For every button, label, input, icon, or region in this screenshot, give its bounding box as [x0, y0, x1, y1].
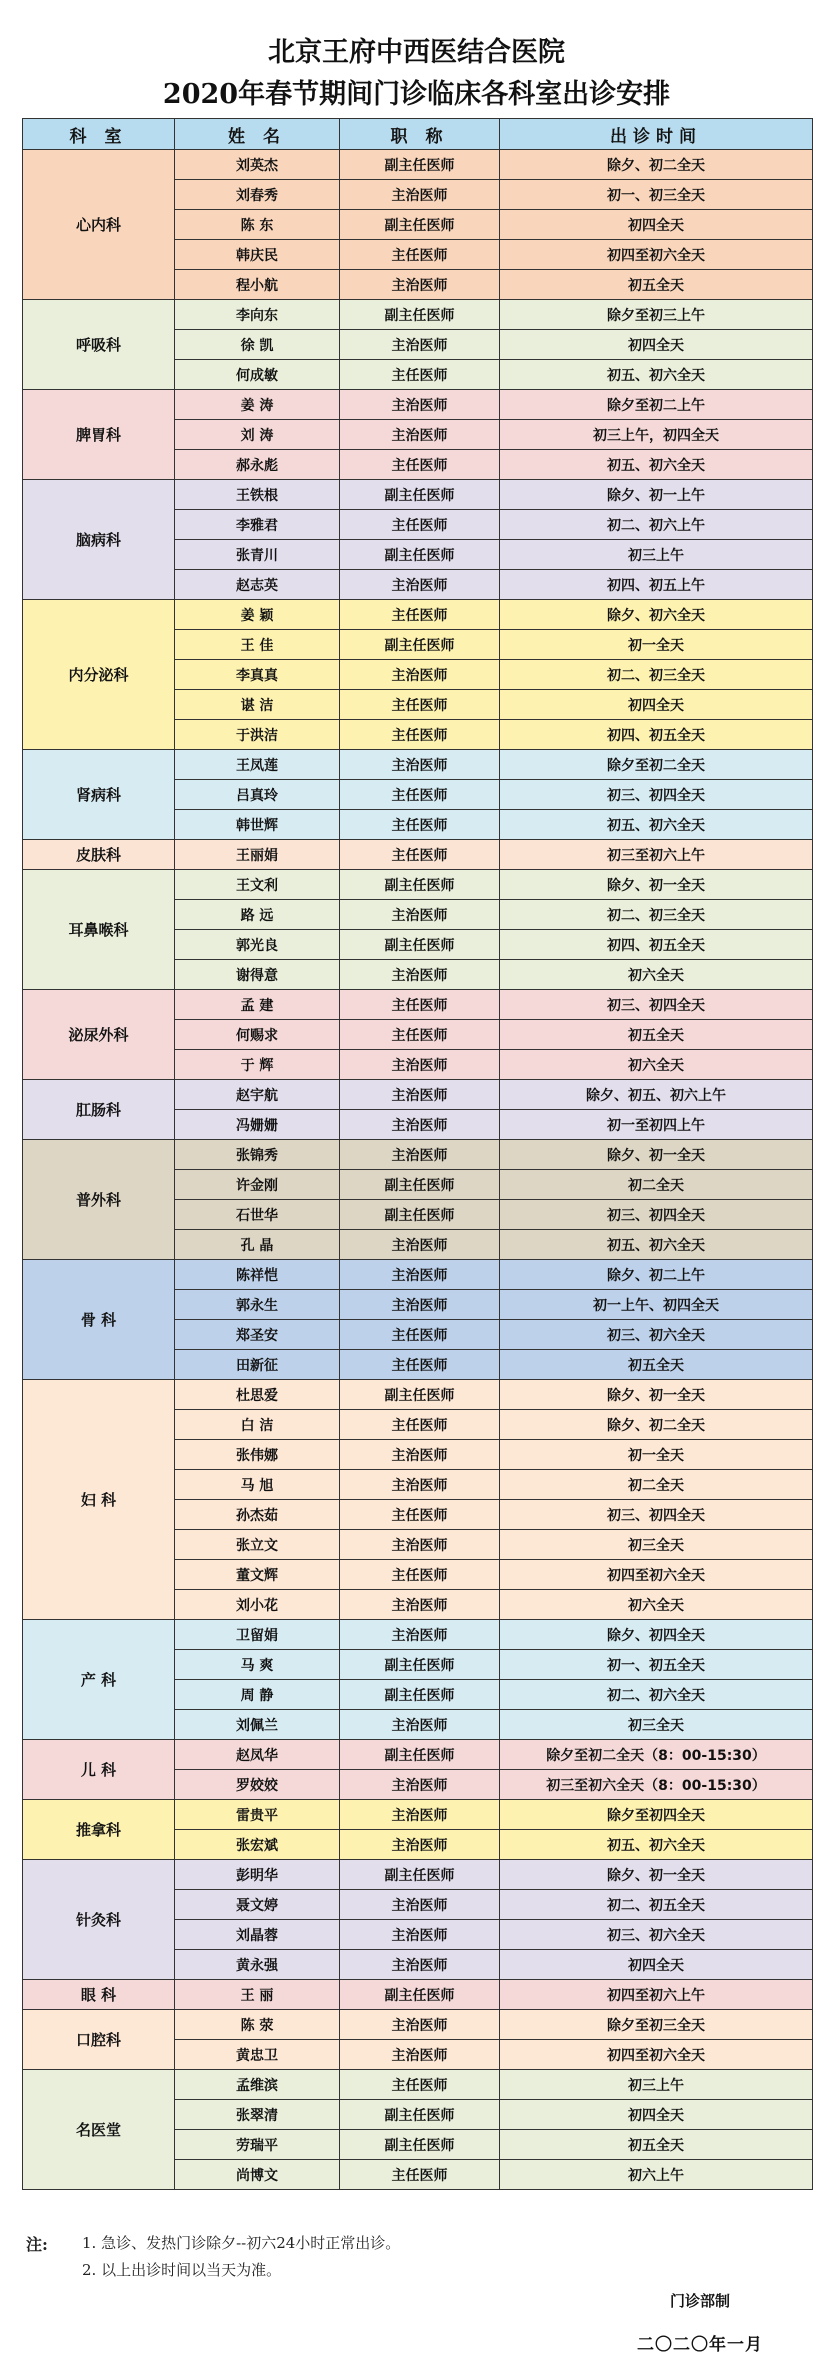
schedule-time-cell: 初三、初六全天 [500, 1920, 813, 1950]
doctor-name-cell: 徐 凯 [175, 330, 340, 360]
schedule-time-cell: 除夕、初一上午 [500, 480, 813, 510]
doctor-name-cell: 马 爽 [175, 1650, 340, 1680]
doctor-name-cell: 白 洁 [175, 1410, 340, 1440]
doctor-name-cell: 许金刚 [175, 1170, 340, 1200]
department-cell: 产 科 [23, 1620, 175, 1740]
schedule-time-cell: 初四至初六全天 [500, 1560, 813, 1590]
schedule-time-cell: 初六全天 [500, 1590, 813, 1620]
schedule-time-cell: 除夕、初二上午 [500, 1260, 813, 1290]
doctor-title-cell: 主治医师 [340, 900, 500, 930]
schedule-time-cell: 初二全天 [500, 1170, 813, 1200]
table-row [23, 1980, 813, 2010]
table-row [23, 2010, 813, 2040]
doctor-title-cell: 主任医师 [340, 240, 500, 270]
doctor-name-cell: 孟维滨 [175, 2070, 340, 2100]
schedule-time-cell: 初五、初六全天 [500, 450, 813, 480]
schedule-time-cell: 除夕至初四全天 [500, 1800, 813, 1830]
schedule-time-cell: 初三至初六全天（8：00-15:30） [500, 1770, 813, 1800]
doctor-name-cell: 郭永生 [175, 1290, 340, 1320]
doctor-name-cell: 谌 洁 [175, 690, 340, 720]
doctor-title-cell: 副主任医师 [340, 1680, 500, 1710]
schedule-time-cell: 初三、初四全天 [500, 1500, 813, 1530]
doctor-title-cell: 副主任医师 [340, 2100, 500, 2130]
doctor-name-cell: 李雅君 [175, 510, 340, 540]
doctor-title-cell: 主治医师 [340, 1530, 500, 1560]
schedule-time-cell: 初四至初六全天 [500, 240, 813, 270]
doctor-title-cell: 主任医师 [340, 780, 500, 810]
department-cell: 心内科 [23, 150, 175, 300]
table-row [23, 150, 813, 180]
doctor-name-cell: 孙杰茹 [175, 1500, 340, 1530]
schedule-time-cell: 初二、初五全天 [500, 1890, 813, 1920]
schedule-time-cell: 初二、初三全天 [500, 660, 813, 690]
note-line-2: 2. 以上出诊时间以当天为准。 [82, 2261, 282, 2279]
doctor-name-cell: 张伟娜 [175, 1440, 340, 1470]
doctor-name-cell: 张青川 [175, 540, 340, 570]
doctor-title-cell: 副主任医师 [340, 1860, 500, 1890]
table-row [23, 300, 813, 330]
schedule-time-cell: 初五、初六全天 [500, 360, 813, 390]
doctor-title-cell: 主治医师 [340, 180, 500, 210]
schedule-time-cell: 初五全天 [500, 1020, 813, 1050]
table-row [23, 1740, 813, 1770]
schedule-time-cell: 初五全天 [500, 1350, 813, 1380]
doctor-title-cell: 副主任医师 [340, 300, 500, 330]
doctor-title-cell: 主治医师 [340, 1290, 500, 1320]
doctor-name-cell: 张立文 [175, 1530, 340, 1560]
doctor-name-cell: 田新征 [175, 1350, 340, 1380]
doctor-title-cell: 主治医师 [340, 420, 500, 450]
doctor-title-cell: 主任医师 [340, 2160, 500, 2190]
doctor-name-cell: 张锦秀 [175, 1140, 340, 1170]
doctor-title-cell: 主任医师 [340, 1410, 500, 1440]
schedule-time-cell: 初四全天 [500, 690, 813, 720]
doctor-name-cell: 赵宇航 [175, 1080, 340, 1110]
schedule-time-cell: 初二、初三全天 [500, 900, 813, 930]
doctor-name-cell: 孟 建 [175, 990, 340, 1020]
doctor-name-cell: 彭明华 [175, 1860, 340, 1890]
doctor-title-cell: 主治医师 [340, 750, 500, 780]
doctor-name-cell: 陈祥恺 [175, 1260, 340, 1290]
doctor-title-cell: 主治医师 [340, 1800, 500, 1830]
schedule-time-cell: 初二、初六全天 [500, 1680, 813, 1710]
department-cell: 肾病科 [23, 750, 175, 840]
doctor-name-cell: 刘佩兰 [175, 1710, 340, 1740]
department-cell: 呼吸科 [23, 300, 175, 390]
doctor-name-cell: 路 远 [175, 900, 340, 930]
schedule-time-cell: 除夕、初一全天 [500, 1380, 813, 1410]
schedule-time-cell: 除夕至初三上午 [500, 300, 813, 330]
schedule-time-cell: 除夕、初四全天 [500, 1620, 813, 1650]
schedule-time-cell: 初四、初五全天 [500, 930, 813, 960]
schedule-time-cell: 初三、初四全天 [500, 990, 813, 1020]
department-cell: 儿 科 [23, 1740, 175, 1800]
table-row [23, 990, 813, 1020]
schedule-time-cell: 除夕、初一全天 [500, 870, 813, 900]
doctor-name-cell: 黄忠卫 [175, 2040, 340, 2070]
schedule-time-cell: 除夕、初六全天 [500, 600, 813, 630]
doctor-name-cell: 冯姗姗 [175, 1110, 340, 1140]
doctor-title-cell: 主治医师 [340, 1260, 500, 1290]
doctor-title-cell: 主治医师 [340, 270, 500, 300]
doctor-title-cell: 主治医师 [340, 1710, 500, 1740]
doctor-name-cell: 杜思爱 [175, 1380, 340, 1410]
doctor-name-cell: 赵志英 [175, 570, 340, 600]
doctor-title-cell: 主治医师 [340, 2010, 500, 2040]
doctor-title-cell: 副主任医师 [340, 210, 500, 240]
schedule-time-cell: 初二全天 [500, 1470, 813, 1500]
doctor-name-cell: 于洪洁 [175, 720, 340, 750]
department-cell: 脑病科 [23, 480, 175, 600]
doctor-title-cell: 主治医师 [340, 1470, 500, 1500]
schedule-time-cell: 除夕、初二全天 [500, 150, 813, 180]
col-header-dept: 科 室 [23, 119, 175, 150]
doctor-name-cell: 郭光良 [175, 930, 340, 960]
doctor-title-cell: 主治医师 [340, 1110, 500, 1140]
doctor-title-cell: 副主任医师 [340, 630, 500, 660]
header-row [23, 119, 813, 150]
schedule-time-cell: 初三全天 [500, 1530, 813, 1560]
schedule-time-cell: 初六上午 [500, 2160, 813, 2190]
department-cell: 名医堂 [23, 2070, 175, 2190]
department-cell: 推拿科 [23, 1800, 175, 1860]
schedule-body [23, 150, 813, 2190]
doctor-name-cell: 何成敏 [175, 360, 340, 390]
department-cell: 骨 科 [23, 1260, 175, 1380]
doctor-name-cell: 罗姣姣 [175, 1770, 340, 1800]
department-cell: 泌尿外科 [23, 990, 175, 1080]
schedule-time-cell: 除夕至初二上午 [500, 390, 813, 420]
doctor-name-cell: 张翠清 [175, 2100, 340, 2130]
schedule-time-cell: 除夕至初二全天 [500, 750, 813, 780]
doctor-title-cell: 主任医师 [340, 1500, 500, 1530]
doctor-name-cell: 于 辉 [175, 1050, 340, 1080]
doctor-title-cell: 副主任医师 [340, 480, 500, 510]
doctor-title-cell: 主治医师 [340, 1230, 500, 1260]
schedule-time-cell: 初一、初三全天 [500, 180, 813, 210]
col-header-time: 出诊时间 [500, 119, 813, 150]
doctor-title-cell: 主治医师 [340, 330, 500, 360]
table-row [23, 390, 813, 420]
doctor-name-cell: 刘 涛 [175, 420, 340, 450]
doctor-title-cell: 主治医师 [340, 1050, 500, 1080]
doctor-title-cell: 副主任医师 [340, 1170, 500, 1200]
doctor-title-cell: 副主任医师 [340, 870, 500, 900]
col-header-title: 职 称 [340, 119, 500, 150]
department-cell: 肛肠科 [23, 1080, 175, 1140]
department-cell: 针灸科 [23, 1860, 175, 1980]
table-row [23, 870, 813, 900]
doctor-title-cell: 副主任医师 [340, 930, 500, 960]
table-row [23, 1800, 813, 1830]
doctor-title-cell: 副主任医师 [340, 1740, 500, 1770]
doctor-name-cell: 卫留娟 [175, 1620, 340, 1650]
doctor-title-cell: 副主任医师 [340, 1980, 500, 2010]
doctor-title-cell: 副主任医师 [340, 2130, 500, 2160]
schedule-time-cell: 初三上午，初四全天 [500, 420, 813, 450]
doctor-name-cell: 尚博文 [175, 2160, 340, 2190]
table-row [23, 1860, 813, 1890]
schedule-time-cell: 初四至初六上午 [500, 1980, 813, 2010]
doctor-title-cell: 主任医师 [340, 1560, 500, 1590]
doctor-name-cell: 郑圣安 [175, 1320, 340, 1350]
doctor-title-cell: 副主任医师 [340, 1650, 500, 1680]
doctor-name-cell: 李真真 [175, 660, 340, 690]
schedule-time-cell: 除夕至初二全天（8：00-15:30） [500, 1740, 813, 1770]
doctor-name-cell: 谢得意 [175, 960, 340, 990]
doctor-title-cell: 主治医师 [340, 2040, 500, 2070]
department-cell: 内分泌科 [23, 600, 175, 750]
department-cell: 口腔科 [23, 2010, 175, 2070]
schedule-time-cell: 初五、初六全天 [500, 1830, 813, 1860]
doctor-title-cell: 主治医师 [340, 570, 500, 600]
doctor-name-cell: 王凤莲 [175, 750, 340, 780]
doctor-title-cell: 主任医师 [340, 690, 500, 720]
signature-dept: 门诊部制 [669, 2292, 730, 2310]
doctor-title-cell: 主任医师 [340, 720, 500, 750]
doctor-title-cell: 主任医师 [340, 600, 500, 630]
doctor-title-cell: 副主任医师 [340, 150, 500, 180]
table-row [23, 1140, 813, 1170]
doctor-name-cell: 王铁根 [175, 480, 340, 510]
doctor-name-cell: 王 佳 [175, 630, 340, 660]
department-cell: 妇 科 [23, 1380, 175, 1620]
doctor-name-cell: 董文辉 [175, 1560, 340, 1590]
doctor-title-cell: 主治医师 [340, 1950, 500, 1980]
doctor-title-cell: 主治医师 [340, 1140, 500, 1170]
doctor-name-cell: 郝永彪 [175, 450, 340, 480]
doctor-name-cell: 吕真玲 [175, 780, 340, 810]
doctor-title-cell: 主治医师 [340, 960, 500, 990]
doctor-title-cell: 主治医师 [340, 1890, 500, 1920]
schedule-time-cell: 初三至初六上午 [500, 840, 813, 870]
schedule-time-cell: 初二、初六上午 [500, 510, 813, 540]
schedule-time-cell: 初四全天 [500, 1950, 813, 1980]
schedule-time-cell: 初四、初五上午 [500, 570, 813, 600]
doctor-title-cell: 主任医师 [340, 450, 500, 480]
doctor-name-cell: 雷贵平 [175, 1800, 340, 1830]
department-cell: 耳鼻喉科 [23, 870, 175, 990]
doctor-name-cell: 王 丽 [175, 1980, 340, 2010]
schedule-time-cell: 初五全天 [500, 270, 813, 300]
schedule-time-cell: 初三、初四全天 [500, 780, 813, 810]
signature-date: 二〇二〇年一月 [637, 2335, 763, 2355]
department-cell: 脾胃科 [23, 390, 175, 480]
table-row [23, 1080, 813, 1110]
doctor-title-cell: 主治医师 [340, 1830, 500, 1860]
schedule-time-cell: 除夕、初五、初六上午 [500, 1080, 813, 1110]
schedule-time-cell: 初三、初六全天 [500, 1320, 813, 1350]
doctor-name-cell: 陈 荥 [175, 2010, 340, 2040]
doctor-name-cell: 聂文婷 [175, 1890, 340, 1920]
doctor-title-cell: 主治医师 [340, 1920, 500, 1950]
schedule-time-cell: 初五、初六全天 [500, 1230, 813, 1260]
doctor-name-cell: 黄永强 [175, 1950, 340, 1980]
schedule-table [22, 118, 813, 2190]
doctor-title-cell: 副主任医师 [340, 540, 500, 570]
schedule-time-cell: 初四全天 [500, 2100, 813, 2130]
table-row [23, 1620, 813, 1650]
table-row [23, 2070, 813, 2100]
department-cell: 普外科 [23, 1140, 175, 1260]
schedule-time-cell: 初六全天 [500, 1050, 813, 1080]
department-cell: 眼 科 [23, 1980, 175, 2010]
doctor-name-cell: 程小航 [175, 270, 340, 300]
doctor-name-cell: 何赐求 [175, 1020, 340, 1050]
schedule-time-cell: 初一全天 [500, 1440, 813, 1470]
doctor-title-cell: 主任医师 [340, 810, 500, 840]
doctor-title-cell: 主治医师 [340, 1590, 500, 1620]
doctor-title-cell: 主任医师 [340, 510, 500, 540]
doctor-title-cell: 主任医师 [340, 990, 500, 1020]
schedule-time-cell: 初三上午 [500, 2070, 813, 2100]
doctor-title-cell: 副主任医师 [340, 1380, 500, 1410]
schedule-time-cell: 初四、初五全天 [500, 720, 813, 750]
doctor-name-cell: 刘春秀 [175, 180, 340, 210]
doctor-name-cell: 石世华 [175, 1200, 340, 1230]
doctor-name-cell: 马 旭 [175, 1470, 340, 1500]
schedule-time-cell: 初四至初六全天 [500, 2040, 813, 2070]
doctor-title-cell: 主治医师 [340, 1080, 500, 1110]
schedule-title: 2020年春节期间门诊临床各科室出诊安排 [162, 79, 671, 110]
schedule-time-cell: 初四全天 [500, 330, 813, 360]
col-header-name: 姓 名 [175, 119, 340, 150]
doctor-title-cell: 主任医师 [340, 1350, 500, 1380]
doctor-title-cell: 主治医师 [340, 1620, 500, 1650]
doctor-name-cell: 赵凤华 [175, 1740, 340, 1770]
doctor-name-cell: 刘小花 [175, 1590, 340, 1620]
department-cell: 皮肤科 [23, 840, 175, 870]
schedule-time-cell: 初五、初六全天 [500, 810, 813, 840]
hospital-name: 北京王府中西医结合医院 [268, 37, 565, 68]
doctor-name-cell: 韩庆民 [175, 240, 340, 270]
doctor-title-cell: 主任医师 [340, 2070, 500, 2100]
schedule-time-cell: 除夕至初三全天 [500, 2010, 813, 2040]
doctor-title-cell: 主治医师 [340, 1770, 500, 1800]
doctor-name-cell: 王丽娟 [175, 840, 340, 870]
table-row [23, 840, 813, 870]
schedule-time-cell: 除夕、初一全天 [500, 1140, 813, 1170]
note-line-1: 1. 急诊、发热门诊除夕--初六24小时正常出诊。 [82, 2234, 401, 2252]
doctor-title-cell: 主任医师 [340, 840, 500, 870]
doctor-name-cell: 劳瑞平 [175, 2130, 340, 2160]
doctor-name-cell: 刘晶蓉 [175, 1920, 340, 1950]
doctor-name-cell: 李向东 [175, 300, 340, 330]
doctor-title-cell: 主治医师 [340, 390, 500, 420]
table-row [23, 1380, 813, 1410]
schedule-time-cell: 初三全天 [500, 1710, 813, 1740]
table-row [23, 480, 813, 510]
doctor-name-cell: 孔 晶 [175, 1230, 340, 1260]
schedule-time-cell: 初一、初五全天 [500, 1650, 813, 1680]
doctor-name-cell: 张宏斌 [175, 1830, 340, 1860]
doctor-name-cell: 陈 东 [175, 210, 340, 240]
doctor-name-cell: 韩世辉 [175, 810, 340, 840]
notes-label: 注: [26, 2235, 48, 2254]
schedule-time-cell: 初三上午 [500, 540, 813, 570]
doctor-title-cell: 主任医师 [340, 1320, 500, 1350]
schedule-time-cell: 初一上午、初四全天 [500, 1290, 813, 1320]
schedule-time-cell: 除夕、初一全天 [500, 1860, 813, 1890]
doctor-name-cell: 姜 颖 [175, 600, 340, 630]
schedule-time-cell: 初四全天 [500, 210, 813, 240]
doctor-name-cell: 周 静 [175, 1680, 340, 1710]
doctor-title-cell: 主任医师 [340, 1020, 500, 1050]
doctor-title-cell: 主任医师 [340, 360, 500, 390]
schedule-time-cell: 初五全天 [500, 2130, 813, 2160]
doctor-title-cell: 副主任医师 [340, 1200, 500, 1230]
table-row [23, 600, 813, 630]
table-row [23, 1260, 813, 1290]
doctor-name-cell: 王文利 [175, 870, 340, 900]
schedule-time-cell: 初六全天 [500, 960, 813, 990]
doctor-name-cell: 刘英杰 [175, 150, 340, 180]
schedule-time-cell: 除夕、初二全天 [500, 1410, 813, 1440]
doctor-title-cell: 主治医师 [340, 1440, 500, 1470]
doctor-title-cell: 主治医师 [340, 660, 500, 690]
table-row [23, 750, 813, 780]
doctor-name-cell: 姜 涛 [175, 390, 340, 420]
schedule-time-cell: 初一全天 [500, 630, 813, 660]
schedule-time-cell: 初三、初四全天 [500, 1200, 813, 1230]
schedule-time-cell: 初一至初四上午 [500, 1110, 813, 1140]
